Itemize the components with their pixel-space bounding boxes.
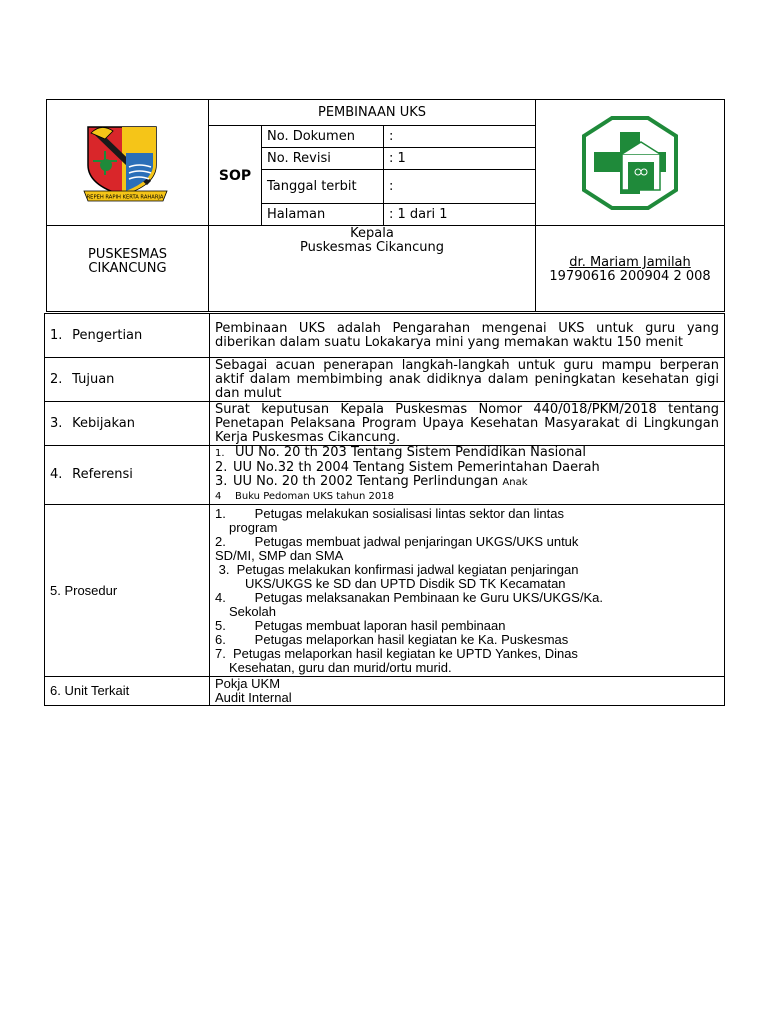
section-label-tujuan: 2. Tujuan	[45, 358, 210, 402]
section-list-referensi	[210, 446, 725, 505]
list-item: Pokja UKM	[215, 676, 281, 691]
section-text-kebijakan: Surat keputusan Kepala Puskesmas Nomor 440/018/PKM/2018 tentang Penetapan Pelaksana Program Upaya Kesehatan Masyarakat di Lingkungan Kerja Puskesmas Cikancung.	[210, 402, 725, 446]
section-label-unit: 6. Unit Terkait	[45, 677, 210, 706]
doc-title: PEMBINAAN UKS	[209, 100, 536, 126]
table-row	[45, 358, 725, 402]
list-item: 1. Petugas melakukan sosialisasi lintas sektor dan lintas	[215, 505, 564, 521]
table-row	[45, 402, 725, 446]
section-list-prosedur	[210, 505, 725, 677]
table-row	[45, 677, 725, 706]
list-item: 3. Petugas melakukan konfirmasi jadwal kegiatan penjaringan	[218, 561, 579, 577]
section-text-pengertian: Pembinaan UKS adalah Pengarahan mengenai UKS untuk guru yang diberikan dalam suatu Lokakarya mini yang memakan waktu 150 menit	[210, 314, 725, 358]
head-office: Puskesmas Cikancung	[299, 240, 445, 255]
page-label: Halaman	[262, 204, 384, 226]
section-label-referensi: 4. Referensi	[45, 446, 210, 505]
logo-left-cell	[47, 100, 209, 226]
sop-header-table	[46, 99, 725, 312]
revision-value: : 1	[384, 148, 536, 170]
list-item: 2. UU No.32 th 2004 Tentang Sistem Pemerintahan Daerah	[215, 460, 600, 475]
head-nip: 19790616 200904 2 008	[549, 269, 711, 284]
section-label-prosedur: 5. Prosedur	[45, 505, 210, 677]
table-row	[45, 505, 725, 677]
section-text-tujuan: Sebagai acuan penerapan langkah-langkah untuk guru mampu berperan aktif dalam membimbing anak didiknya dalam peningkatan kesehatan gigi dan mulut	[210, 358, 725, 402]
doc-number-value: :	[384, 126, 536, 148]
org-name-cell	[47, 226, 209, 312]
list-item-cont: Sekolah	[229, 603, 276, 619]
section-label-kebijakan: 3. Kebijakan	[45, 402, 210, 446]
list-item: 5. Petugas membuat laporan hasil pembinaan	[215, 617, 506, 633]
head-name: dr. Mariam Jamilah	[569, 255, 691, 270]
emblem-motto: REPEH RAPIH KERTA RAHARJA	[86, 194, 163, 200]
list-item: 3. UU No. 20 th 2002 Tentang Perlindungan Anak	[215, 474, 528, 489]
list-item-cont: Kesehatan, guru dan murid/ortu murid.	[229, 659, 452, 675]
list-item: Audit Internal	[215, 690, 292, 705]
section-label-pengertian: 1. Pengertian	[45, 314, 210, 358]
list-item: 4. Petugas melaksanakan Pembinaan ke Guru UKS/UKGS/Ka.	[215, 589, 603, 605]
list-item: 6. Petugas melaporkan hasil kegiatan ke Ka. Puskesmas	[215, 631, 569, 647]
table-row	[45, 446, 725, 505]
list-item-cont: program	[229, 519, 278, 535]
approval-cell	[209, 226, 536, 312]
logo-right-cell	[536, 100, 725, 226]
list-item-cont: SD/MI, SMP dan SMA	[215, 547, 344, 563]
head-title: Kepala	[350, 226, 394, 241]
signatory-cell	[536, 226, 725, 312]
list-item: 7. Petugas melaporkan hasil kegiatan ke UPTD Yankes, Dinas	[215, 645, 578, 661]
list-item-cont: UKS/UKGS ke SD dan UPTD Disdik SD TK Kecamatan	[245, 575, 566, 591]
page-value: : 1 dari 1	[384, 204, 536, 226]
table-row	[45, 314, 725, 358]
bandung-regency-emblem-icon	[83, 123, 173, 203]
issue-date-label: Tanggal terbit	[262, 170, 384, 204]
list-item: 2. Petugas membuat jadwal penjaringan UKGS/UKS untuk	[215, 533, 579, 549]
sop-label: SOP	[209, 126, 262, 226]
list-item: 4 Buku Pedoman UKS tahun 2018	[215, 491, 394, 502]
list-item: 1. UU No. 20 th 203 Tentang Sistem Pendidikan Nasional	[215, 445, 586, 460]
puskesmas-logo-icon	[580, 114, 680, 212]
revision-label: No. Revisi	[262, 148, 384, 170]
doc-number-label: No. Dokumen	[262, 126, 384, 148]
issue-date-value: :	[384, 170, 536, 204]
org-name: PUSKESMAS CIKANCUNG	[88, 247, 167, 276]
section-list-unit	[210, 677, 725, 706]
sop-content-table	[44, 313, 725, 706]
